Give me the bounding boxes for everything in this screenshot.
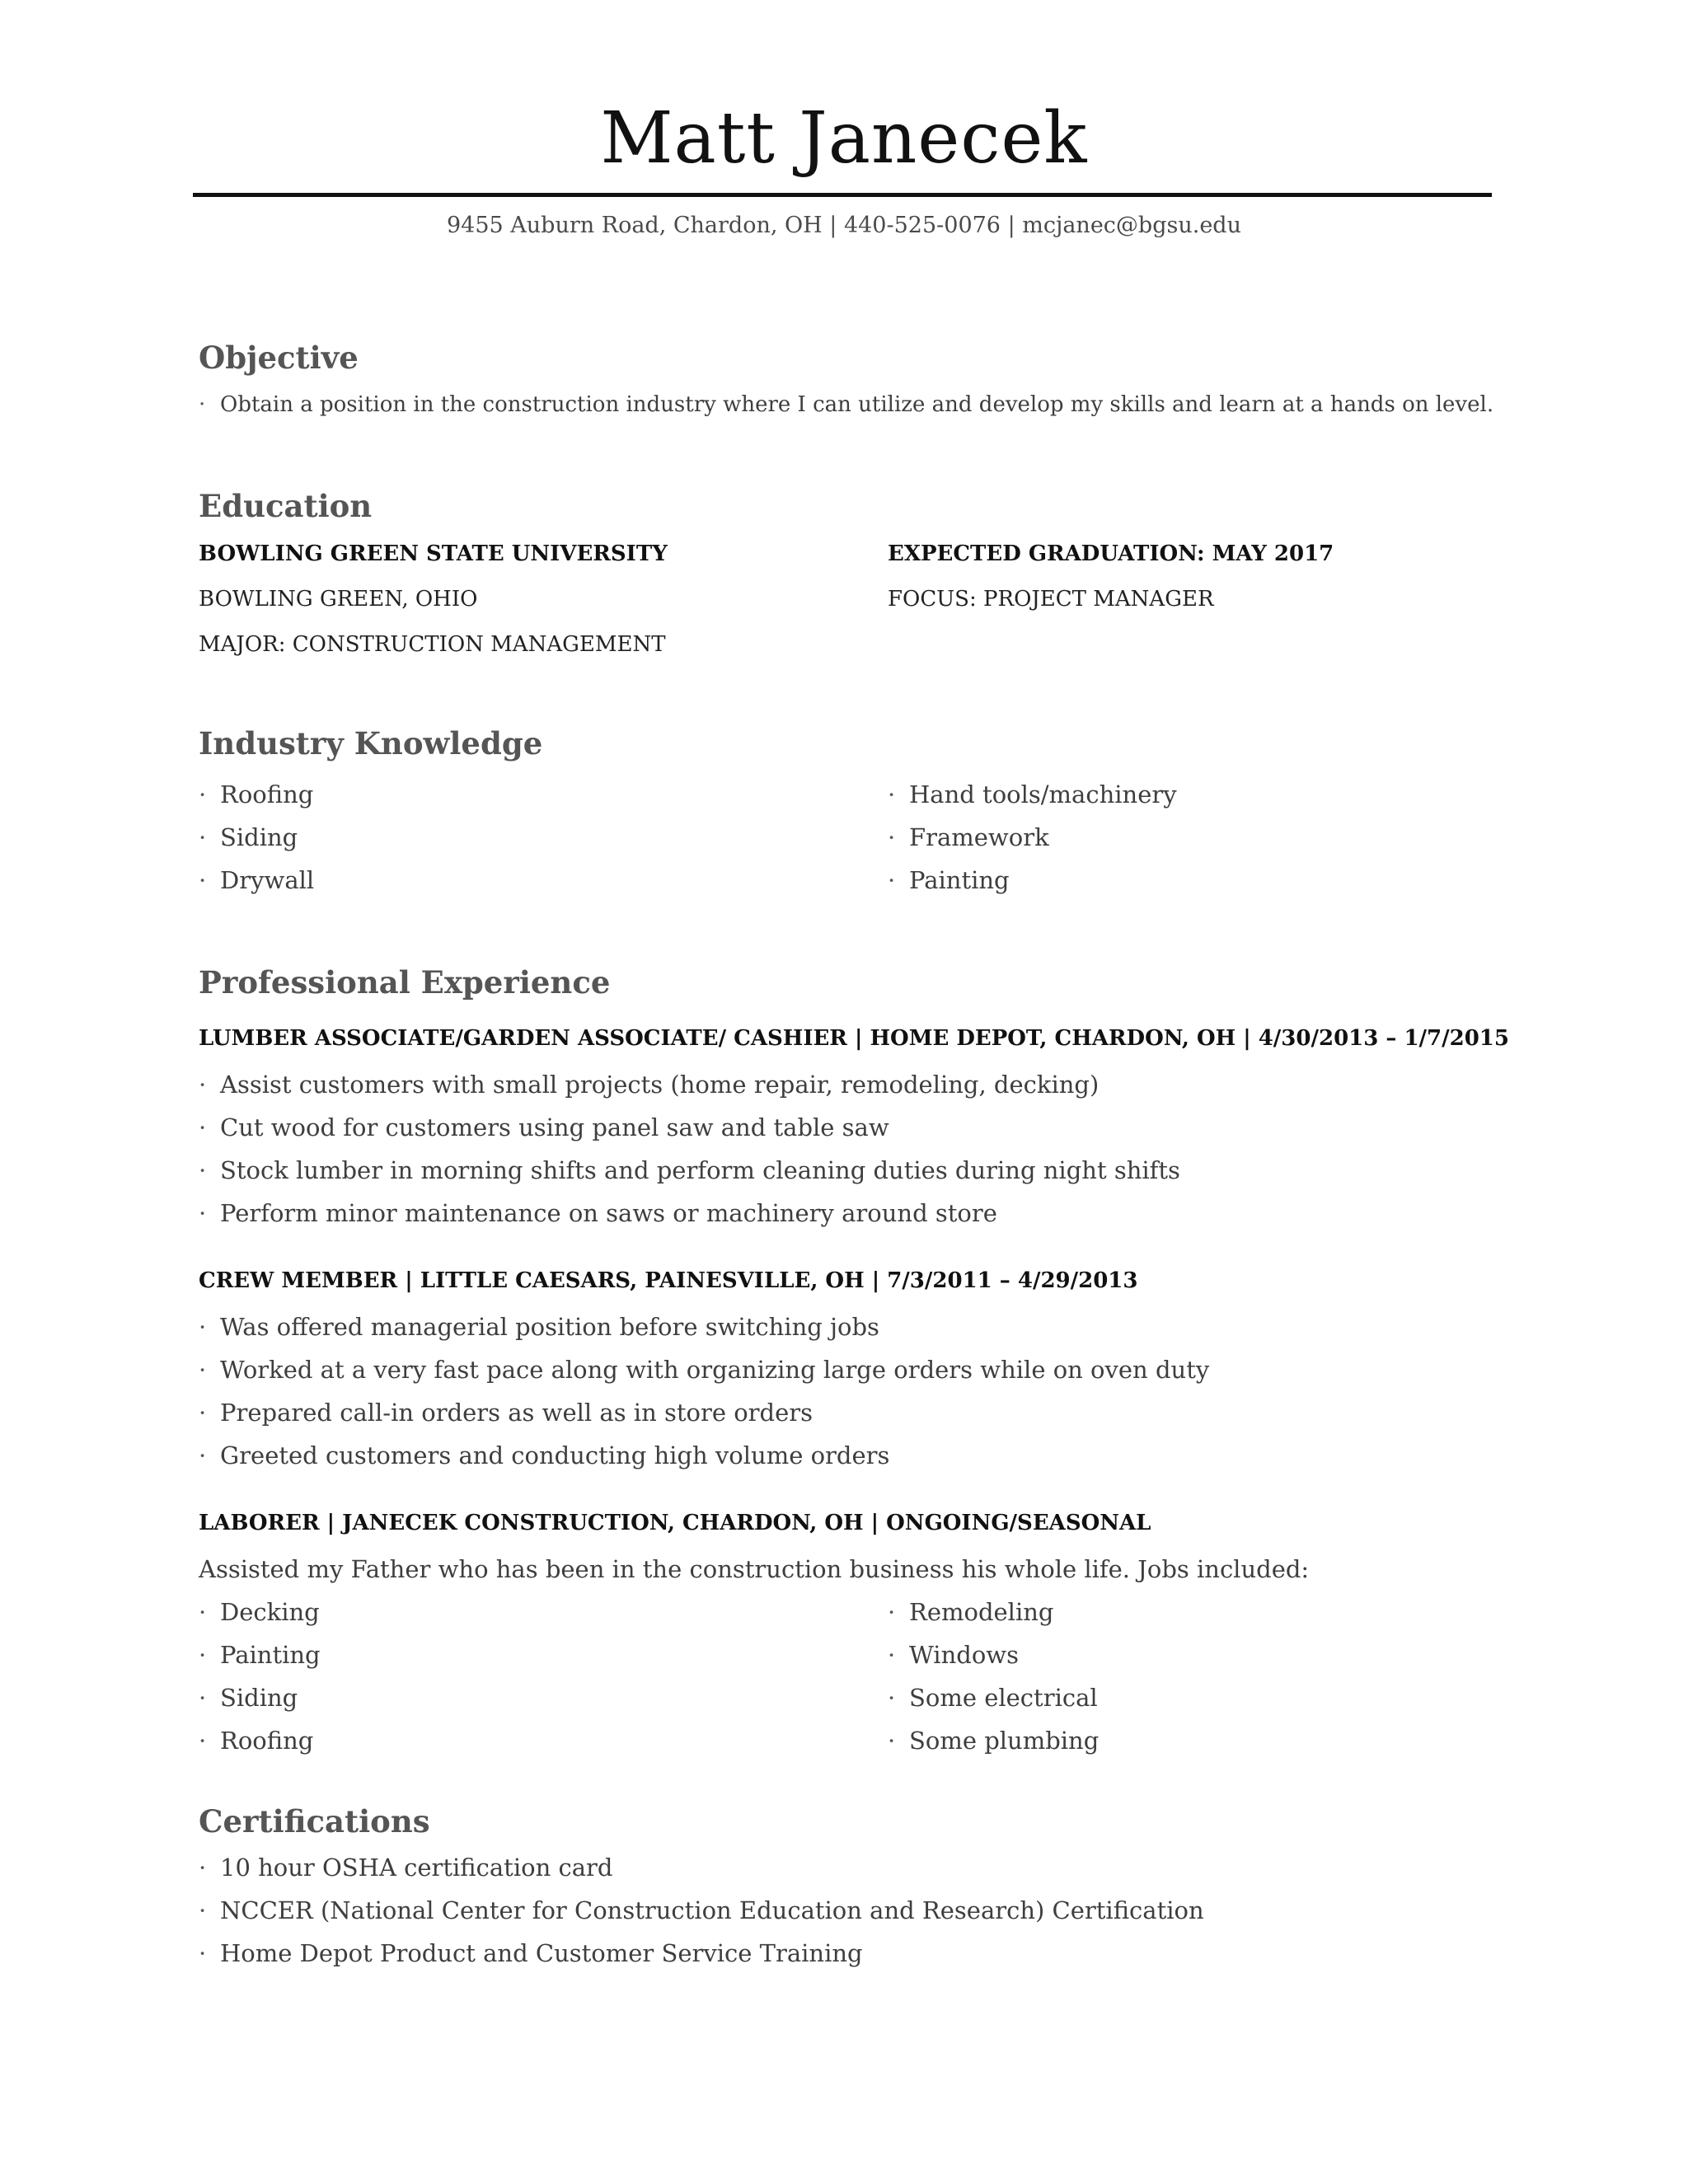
industry-item [888, 821, 1049, 854]
objective-item [199, 388, 1493, 421]
candidate-name: Matt Janecek [600, 97, 1088, 180]
job-bullet-text: Stock lumber in morning shifts and perform cleaning duties during night shifts [220, 1156, 1180, 1184]
education-school: BOWLING GREEN STATE UNIVERSITY [199, 541, 668, 566]
bullet-icon: · [199, 1641, 207, 1669]
job-bullet [199, 1353, 1209, 1386]
education-location: BOWLING GREEN, OHIO [199, 587, 478, 612]
job-bullet-text: Siding [220, 1684, 298, 1712]
bullet-icon: · [199, 1071, 207, 1099]
industry-item-label: Siding [220, 823, 298, 851]
bullet-icon: · [888, 823, 896, 851]
bullet-icon: · [199, 1684, 207, 1712]
job-bullet-text: Painting [220, 1641, 321, 1669]
bullet-icon: · [888, 1727, 896, 1755]
job-bullet-text: Was offered managerial position before switching jobs [220, 1313, 879, 1341]
bullet-icon: · [888, 1598, 896, 1626]
job-bullet [199, 1596, 320, 1629]
industry-item [199, 821, 298, 854]
industry-item [199, 864, 314, 897]
industry-item-label: Hand tools/machinery [909, 780, 1177, 808]
education-graduation: EXPECTED GRADUATION: MAY 2017 [888, 541, 1334, 566]
certification-item [199, 1937, 863, 1970]
industry-item [888, 778, 1177, 811]
bullet-icon: · [199, 1598, 207, 1626]
job-bullet-text: Some electrical [909, 1684, 1098, 1712]
certification-item [199, 1851, 612, 1884]
bullet-icon: · [199, 1399, 207, 1427]
certification-item [199, 1894, 1204, 1927]
education-focus: FOCUS: PROJECT MANAGER [888, 587, 1214, 612]
job-bullet-text: Assist customers with small projects (home repair, remodeling, decking) [220, 1071, 1100, 1099]
bullet-icon: · [199, 823, 207, 851]
bullet-icon: · [199, 392, 206, 417]
bullet-icon: · [199, 1156, 207, 1184]
job-bullet [888, 1638, 1019, 1671]
bullet-icon: · [888, 780, 896, 808]
bullet-icon: · [199, 1896, 207, 1924]
job-bullet [199, 1197, 997, 1230]
bullet-icon: · [199, 1199, 207, 1227]
job-bullet-text: Roofing [220, 1727, 314, 1755]
industry-item-label: Framework [909, 823, 1049, 851]
certifications-heading: Certifications [199, 1803, 430, 1840]
job-bullet-text: Decking [220, 1598, 320, 1626]
job-bullet [199, 1310, 879, 1343]
education-heading: Education [199, 488, 373, 524]
job-bullet-text: Greeted customers and conducting high volume orders [220, 1441, 890, 1469]
bullet-icon: · [199, 1939, 207, 1967]
job-bullet-text: Prepared call-in orders as well as in store orders [220, 1399, 813, 1427]
job-bullet-text: Some plumbing [909, 1727, 1100, 1755]
job-heading: CREW MEMBER | LITTLE CAESARS, PAINESVILLE, OH | 7/3/2011 – 4/29/2013 [199, 1268, 1138, 1293]
bullet-icon: · [199, 1854, 207, 1882]
bullet-icon: · [199, 1727, 207, 1755]
job-bullet [199, 1724, 313, 1757]
job-bullet [888, 1724, 1099, 1757]
objective-heading: Objective [199, 340, 359, 376]
bullet-icon: · [888, 1684, 896, 1712]
job-bullet [199, 1154, 1180, 1187]
bullet-icon: · [888, 866, 896, 894]
job-bullet [199, 1638, 321, 1671]
job-heading: LABORER | JANECEK CONSTRUCTION, CHARDON, OH | ONGOING/SEASONAL [199, 1511, 1151, 1535]
job-bullet-text: Windows [909, 1641, 1019, 1669]
bullet-icon: · [199, 1356, 207, 1384]
bullet-icon: · [199, 1113, 207, 1141]
job-bullet [888, 1596, 1053, 1629]
name-divider [193, 193, 1492, 197]
bullet-icon: · [199, 866, 207, 894]
education-major: MAJOR: CONSTRUCTION MANAGEMENT [199, 632, 666, 657]
bullet-icon: · [888, 1641, 896, 1669]
job-intro: Assisted my Father who has been in the construction business his whole life. Jobs included: [199, 1555, 1310, 1583]
objective-text: Obtain a position in the construction industry where I can utilize and develop my skills and learn at a hands on level. [220, 392, 1494, 417]
job-heading: LUMBER ASSOCIATE/GARDEN ASSOCIATE/ CASHIER | HOME DEPOT, CHARDON, OH | 4/30/2013 – 1/7/2015 [199, 1026, 1509, 1051]
job-bullet [199, 1396, 813, 1429]
job-bullet-text: Perform minor maintenance on saws or machinery around store [220, 1199, 997, 1227]
bullet-icon: · [199, 1313, 207, 1341]
job-bullet-text: Cut wood for customers using panel saw and table saw [220, 1113, 889, 1141]
industry-item [888, 864, 1010, 897]
certification-text: Home Depot Product and Customer Service Training [220, 1939, 863, 1967]
job-bullet [199, 1439, 889, 1472]
certification-text: 10 hour OSHA certification card [220, 1854, 613, 1882]
job-bullet-text: Worked at a very fast pace along with organizing large orders while on oven duty [220, 1356, 1210, 1384]
bullet-icon: · [199, 1441, 207, 1469]
contact-line: 9455 Auburn Road, Chardon, OH | 440-525-0076 | mcjanec@bgsu.edu [447, 213, 1241, 238]
industry-item-label: Painting [909, 866, 1010, 894]
certification-text: NCCER (National Center for Construction Education and Research) Certification [220, 1896, 1204, 1924]
job-bullet-text: Remodeling [909, 1598, 1054, 1626]
job-bullet [199, 1681, 298, 1714]
job-bullet [199, 1111, 889, 1144]
job-bullet [199, 1068, 1099, 1101]
industry-heading: Industry Knowledge [199, 725, 543, 762]
bullet-icon: · [199, 780, 207, 808]
experience-heading: Professional Experience [199, 964, 611, 1001]
industry-item [199, 778, 313, 811]
industry-item-label: Roofing [220, 780, 314, 808]
industry-item-label: Drywall [220, 866, 315, 894]
job-bullet [888, 1681, 1098, 1714]
